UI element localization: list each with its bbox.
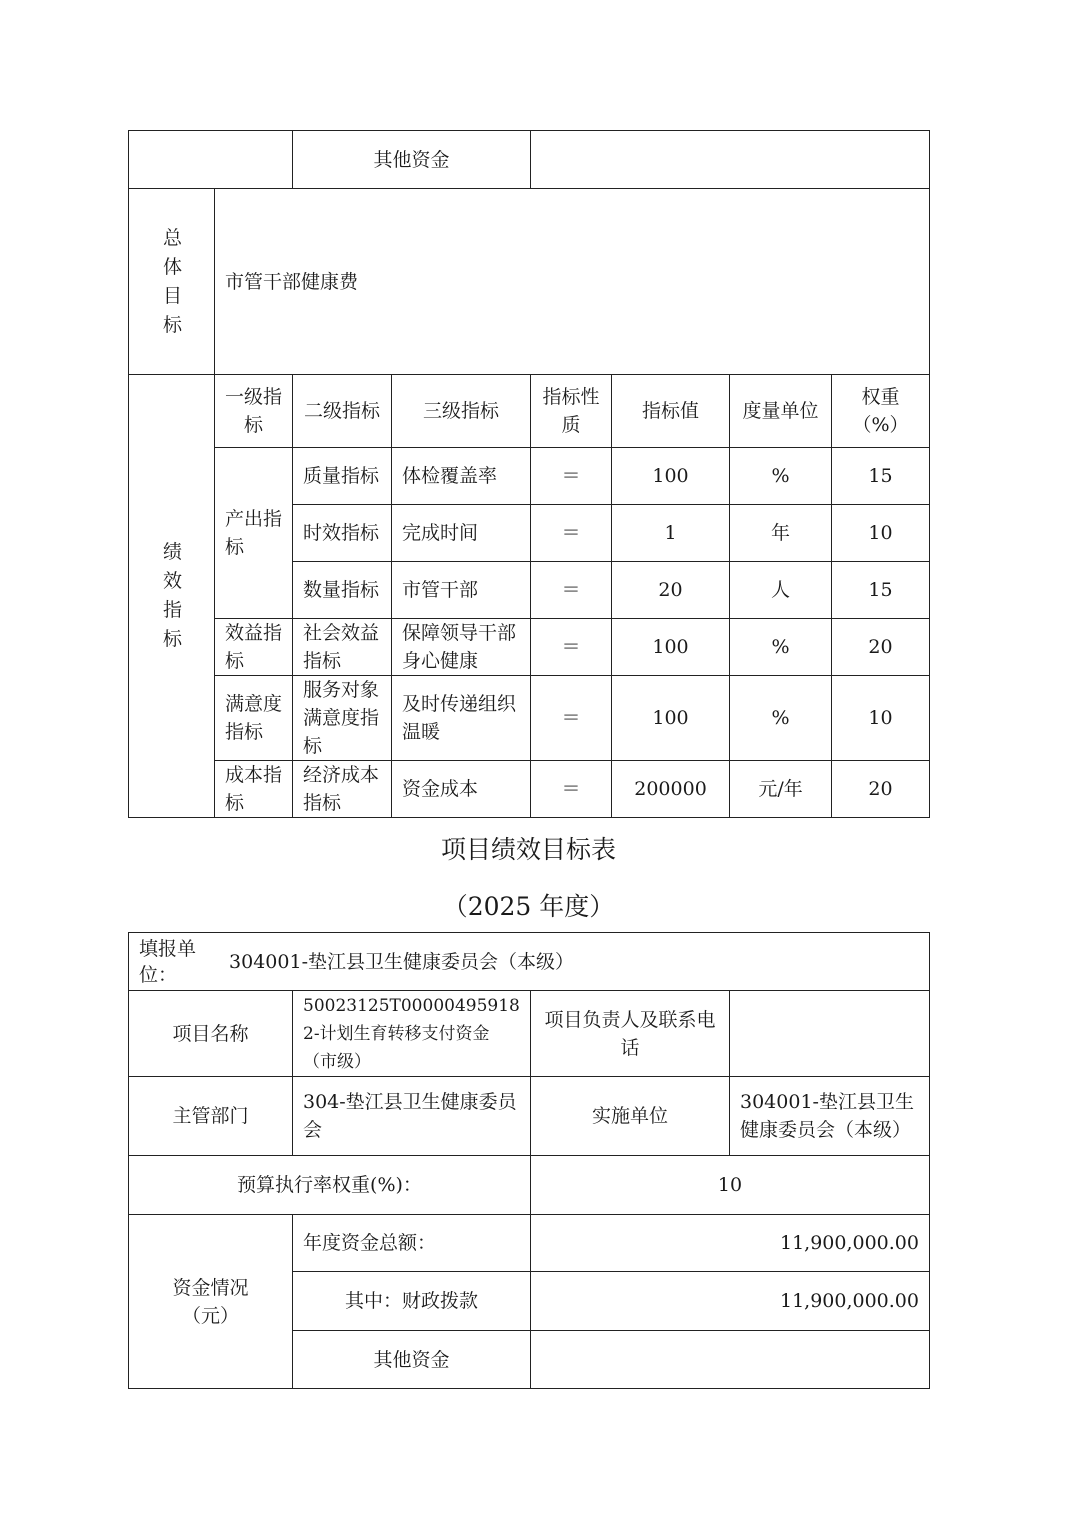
value-cell: 100 bbox=[612, 619, 730, 676]
weight-cell: 15 bbox=[832, 448, 930, 505]
level2-cell: 质量指标 bbox=[293, 448, 392, 505]
overall-goal-row bbox=[129, 189, 930, 375]
fiscal-value: 11,900,000.00 bbox=[531, 1272, 930, 1331]
unit-cell: % bbox=[730, 448, 832, 505]
nature-cell: ＝ bbox=[531, 619, 612, 676]
contact-label: 项目负责人及联系电话 bbox=[531, 991, 730, 1077]
department-row bbox=[129, 1077, 930, 1156]
header-level1: 一级指标 bbox=[215, 375, 293, 448]
other-funds-value bbox=[531, 1331, 930, 1389]
page-title: 项目绩效目标表 bbox=[440, 835, 616, 864]
value-cell: 100 bbox=[612, 676, 730, 761]
level3-cell: 市管干部 bbox=[392, 562, 531, 619]
table-row bbox=[129, 619, 930, 676]
nature-cell: ＝ bbox=[531, 676, 612, 761]
annual-total-value: 11,900,000.00 bbox=[531, 1215, 930, 1272]
budget-weight-value: 10 bbox=[531, 1156, 930, 1215]
fiscal-label: 其中：财政拨款 bbox=[293, 1272, 531, 1331]
level3-cell: 及时传递组织温暖 bbox=[392, 676, 531, 761]
page-year: （2025 年度） bbox=[442, 892, 615, 921]
header-value: 指标值 bbox=[612, 375, 730, 448]
empty-cell bbox=[129, 131, 293, 189]
level1-cell: 效益指标 bbox=[215, 619, 293, 676]
level1-cell: 满意度指标 bbox=[215, 676, 293, 761]
header-unit: 度量单位 bbox=[730, 375, 832, 448]
level3-cell: 保障领导干部身心健康 bbox=[392, 619, 531, 676]
value-cell: 100 bbox=[612, 448, 730, 505]
header-weight: 权重（%） bbox=[832, 375, 930, 448]
weight-cell: 20 bbox=[832, 619, 930, 676]
weight-cell: 15 bbox=[832, 562, 930, 619]
weight-cell: 10 bbox=[832, 676, 930, 761]
project-name-value: 50023125T000004959182-计划生育转移支付资金（市级） bbox=[293, 991, 531, 1077]
table-row bbox=[129, 676, 930, 761]
unit-cell: 人 bbox=[730, 562, 832, 619]
annual-total-label: 年度资金总额： bbox=[293, 1215, 531, 1272]
indicator-header-row bbox=[129, 375, 930, 448]
level2-cell: 服务对象满意度指标 bbox=[293, 676, 392, 761]
budget-weight-label: 预算执行率权重(%)： bbox=[129, 1156, 531, 1215]
header-level3: 三级指标 bbox=[392, 375, 531, 448]
overall-goal-label: 总体目标 bbox=[129, 189, 215, 375]
impl-value: 304001-垫江县卫生健康委员会（本级） bbox=[730, 1077, 930, 1156]
level2-cell: 经济成本指标 bbox=[293, 761, 392, 818]
nature-cell: ＝ bbox=[531, 448, 612, 505]
impl-label: 实施单位 bbox=[531, 1077, 730, 1156]
level2-cell: 时效指标 bbox=[293, 505, 392, 562]
level1-cell: 产出指标 bbox=[215, 448, 293, 619]
table-row bbox=[129, 761, 930, 818]
reporting-unit-value: 304001-垫江县卫生健康委员会（本级） bbox=[229, 950, 574, 973]
nature-cell: ＝ bbox=[531, 505, 612, 562]
level2-cell: 数量指标 bbox=[293, 562, 392, 619]
value-cell: 1 bbox=[612, 505, 730, 562]
perf-indicator-label: 绩效指标 bbox=[129, 375, 215, 818]
reporting-unit-row bbox=[129, 933, 930, 991]
level1-cell: 成本指标 bbox=[215, 761, 293, 818]
reporting-unit-label: 填报单位： bbox=[139, 937, 197, 986]
project-name-row bbox=[129, 991, 930, 1077]
annual-total-row bbox=[129, 1215, 930, 1272]
nature-cell: ＝ bbox=[531, 761, 612, 818]
unit-cell: 年 bbox=[730, 505, 832, 562]
dept-value: 304-垫江县卫生健康委员会 bbox=[293, 1077, 531, 1156]
other-funds-value bbox=[531, 131, 930, 189]
nature-cell: ＝ bbox=[531, 562, 612, 619]
unit-cell: % bbox=[730, 676, 832, 761]
level3-cell: 资金成本 bbox=[392, 761, 531, 818]
level2-cell: 社会效益指标 bbox=[293, 619, 392, 676]
contact-value bbox=[730, 991, 930, 1077]
table-row bbox=[129, 448, 930, 505]
funds-label: 资金情况（元） bbox=[129, 1215, 293, 1389]
project-info-table bbox=[128, 932, 930, 1389]
other-funds-row bbox=[129, 131, 930, 189]
budget-weight-row bbox=[129, 1156, 930, 1215]
other-funds-label: 其他资金 bbox=[293, 131, 531, 189]
unit-cell: 元/年 bbox=[730, 761, 832, 818]
level3-cell: 体检覆盖率 bbox=[392, 448, 531, 505]
value-cell: 20 bbox=[612, 562, 730, 619]
header-level2: 二级指标 bbox=[293, 375, 392, 448]
value-cell: 200000 bbox=[612, 761, 730, 818]
weight-cell: 10 bbox=[832, 505, 930, 562]
level3-cell: 完成时间 bbox=[392, 505, 531, 562]
performance-table bbox=[128, 130, 930, 818]
other-funds-label: 其他资金 bbox=[293, 1331, 531, 1389]
overall-goal-text: 市管干部健康费 bbox=[215, 189, 930, 375]
reporting-unit-cell bbox=[129, 933, 930, 991]
weight-cell: 20 bbox=[832, 761, 930, 818]
header-nature: 指标性质 bbox=[531, 375, 612, 448]
project-name-label: 项目名称 bbox=[129, 991, 293, 1077]
dept-label: 主管部门 bbox=[129, 1077, 293, 1156]
unit-cell: % bbox=[730, 619, 832, 676]
